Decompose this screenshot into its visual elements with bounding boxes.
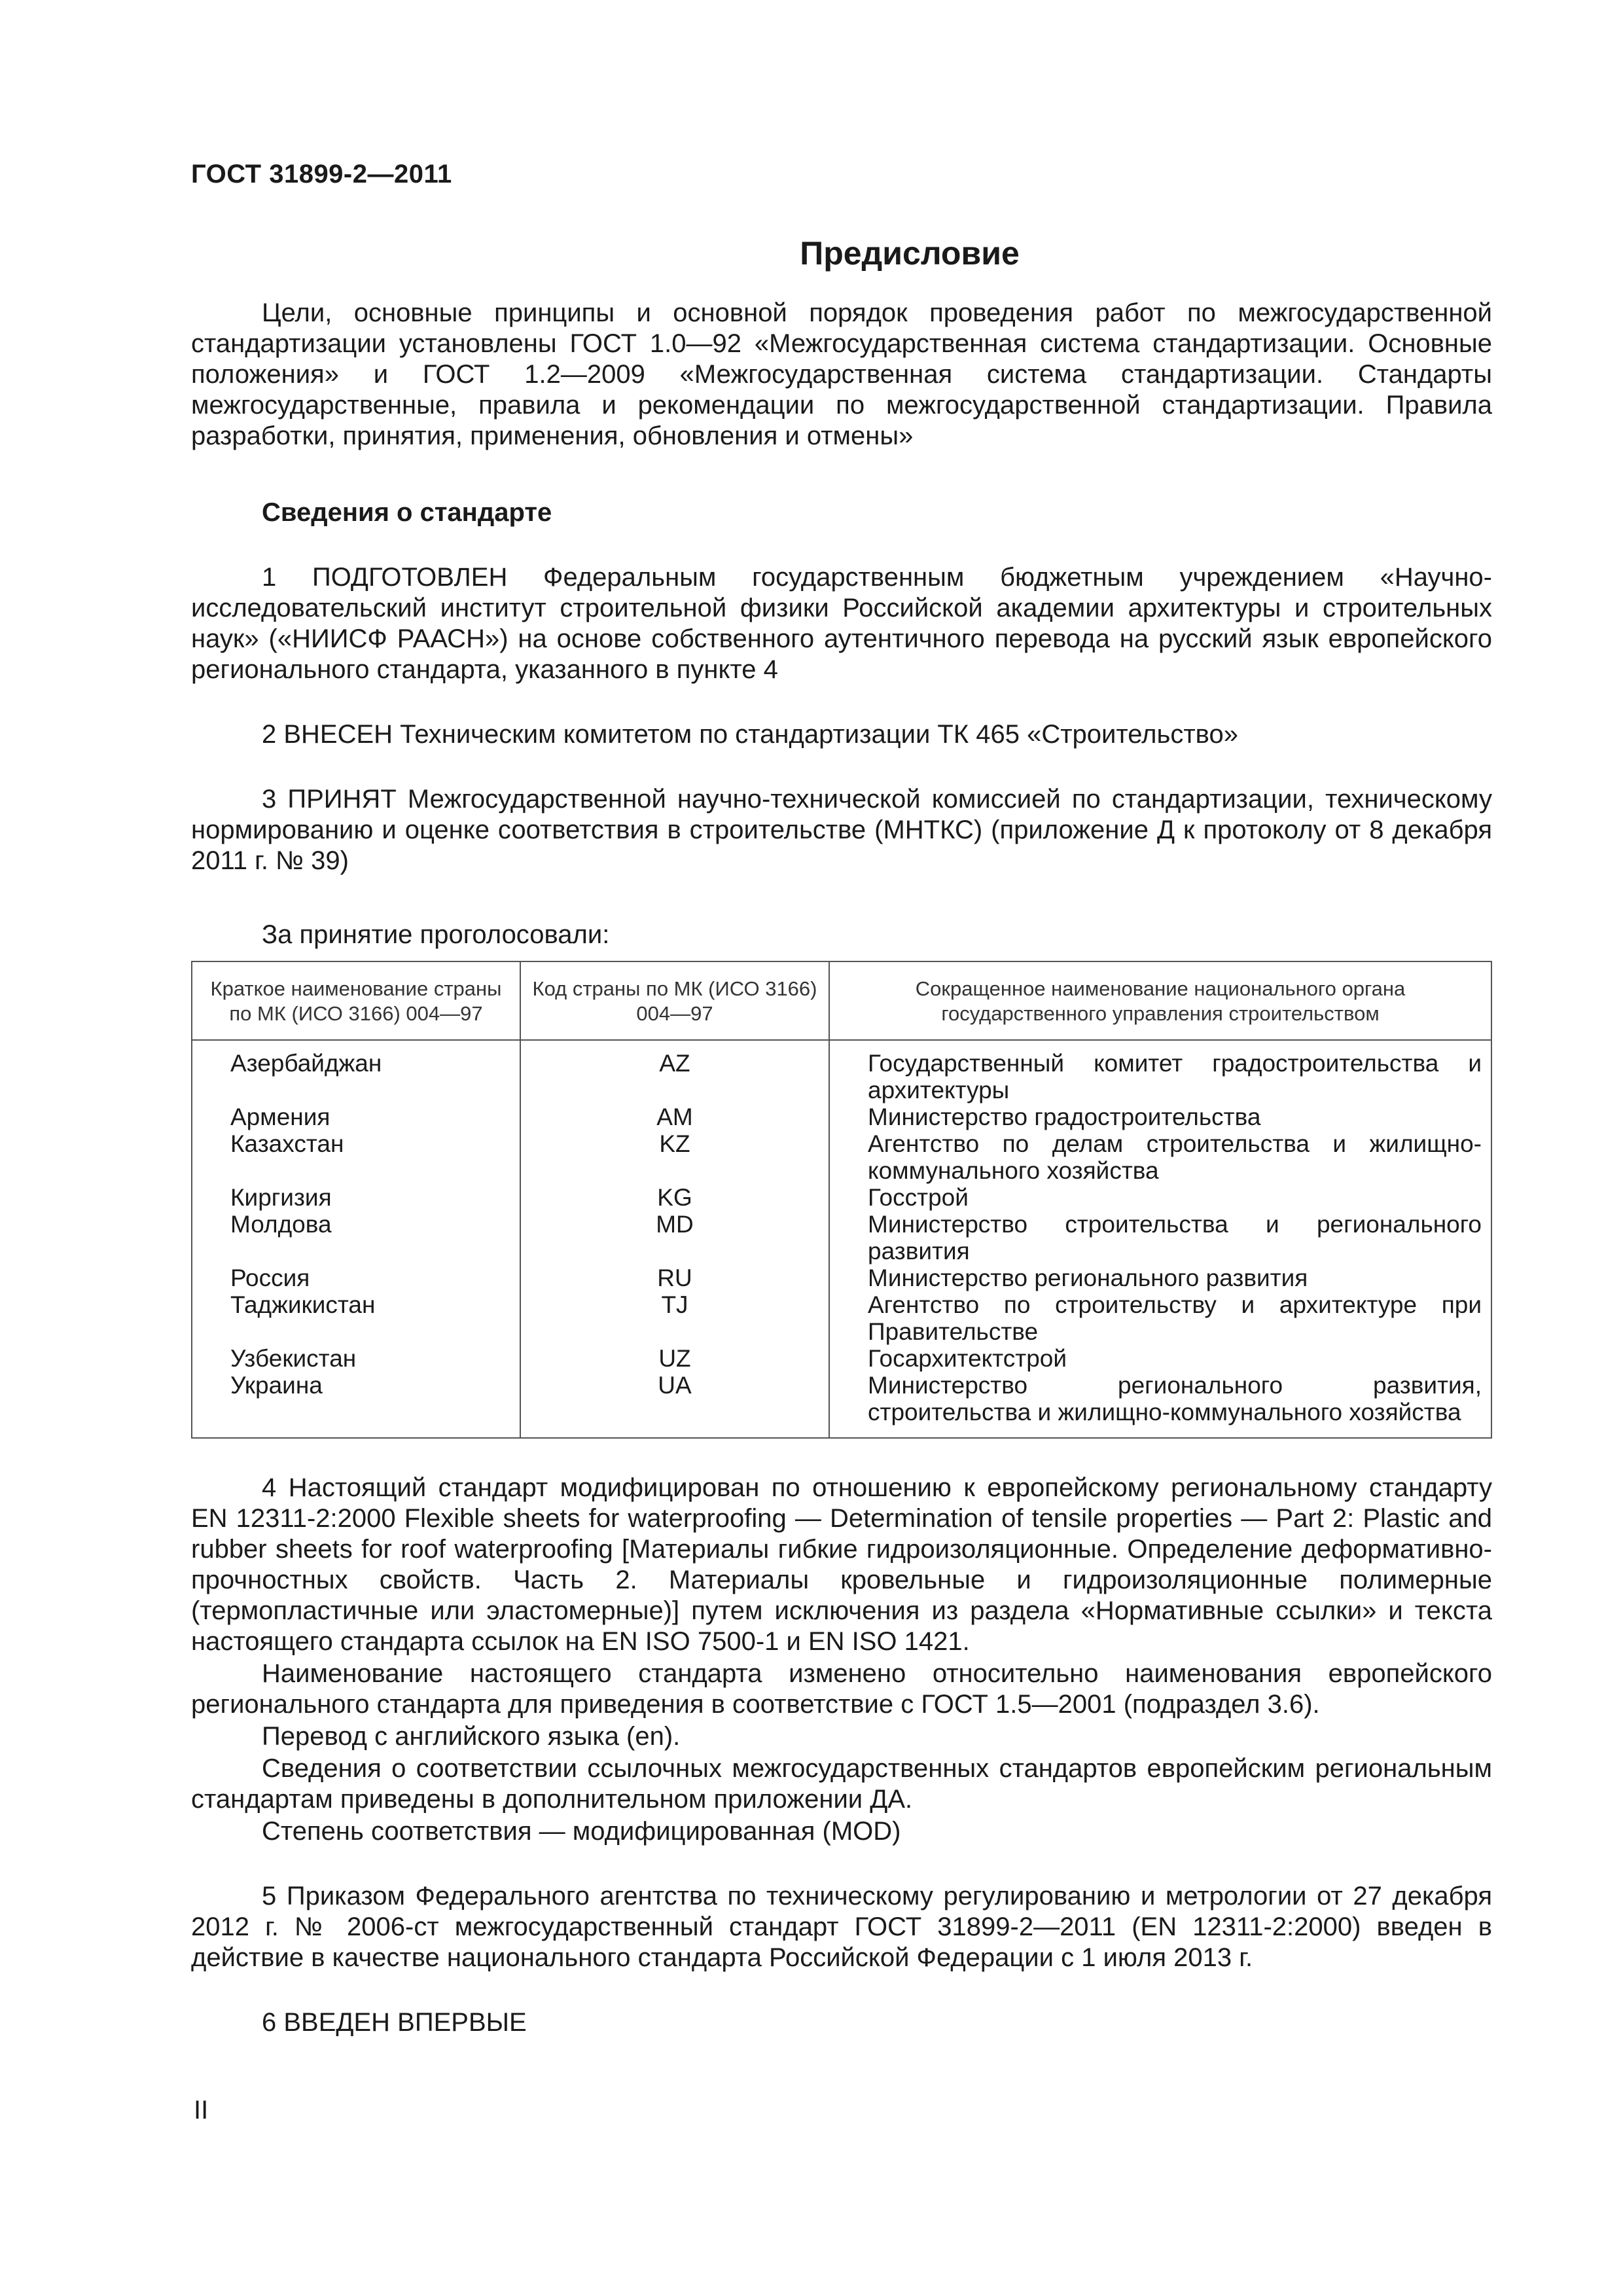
agency-cell: Министерство регионального развития	[868, 1265, 1308, 1291]
agency-cell: Агентство по строительству и архитектуре при Правительстве	[868, 1291, 1482, 1345]
country-cell: Россия	[192, 1265, 520, 1291]
standard-code-header: ГОСТ 31899-2—2011	[191, 160, 452, 188]
table-row	[192, 1265, 1491, 1291]
item-2-paragraph: 2 ВНЕСЕН Техническим комитетом по стандартизации ТК 465 «Строительство»	[262, 720, 1238, 749]
agency-cell: Министерство градостроительства	[868, 1103, 1261, 1130]
agency-cell: Министерство строительства и регионального развития	[868, 1211, 1482, 1265]
agency-cell: Министерство регионального развития, строительства и жилищно-коммунального хозяйства	[868, 1372, 1482, 1426]
item-4-degree-note: Степень соответствия — модифицированная (MOD)	[262, 1817, 901, 1846]
country-cell: Казахстан	[192, 1130, 520, 1184]
table-row	[192, 1103, 1491, 1130]
page-number: II	[194, 2096, 209, 2125]
code-cell: KG	[520, 1184, 829, 1211]
item-4-name-note: Наименование настоящего стандарта изменено относительно наименования европейского регионального стандарта для приведения в соответствие с ГОСТ 1.5—2001 (подраздел 3.6).	[191, 1659, 1492, 1719]
item-5-paragraph: 5 Приказом Федерального агентства по техническому регулированию и метрологии от 27 декабря 2012 г. № 2006-ст межгосударственный стандарт ГОСТ 31899-2—2011 (EN 12311-2:2000) введен в действие в качестве национального стандарта Российской Федерации с 1 июля 2013 г.	[191, 1882, 1492, 1972]
table-row	[192, 1291, 1491, 1345]
code-cell: UA	[520, 1372, 829, 1438]
country-cell: Азербайджан	[192, 1040, 520, 1103]
code-cell: TJ	[520, 1291, 829, 1345]
agency-cell: Госстрой	[868, 1184, 969, 1211]
code-cell: RU	[520, 1265, 829, 1291]
country-cell: Молдова	[192, 1211, 520, 1265]
agency-cell: Агентство по делам строительства и жилищно-коммунального хозяйства	[868, 1130, 1482, 1184]
page-title: Предисловие	[800, 235, 1020, 272]
table-header-row	[192, 961, 1491, 1040]
country-cell: Киргизия	[192, 1184, 520, 1211]
document-body	[191, 298, 1492, 2038]
code-cell: UZ	[520, 1345, 829, 1372]
code-cell: MD	[520, 1211, 829, 1265]
item-4-references-note: Сведения о соответствии ссылочных межгосударственных стандартов европейским региональным стандартам приведены в дополнительном приложении ДА.	[191, 1754, 1492, 1814]
table-row	[192, 1372, 1491, 1438]
item-3-paragraph: 3 ПРИНЯТ Межгосударственной научно-технической комиссией по стандартизации, техническому нормированию и оценке соответствия в строительстве (МНТКС) (приложение Д к протоколу от 8 декабря 2011 г. № 39)	[191, 785, 1492, 875]
agency-cell: Государственный комитет градостроительства и архитектуры	[868, 1050, 1482, 1103]
country-cell: Узбекистан	[192, 1345, 520, 1372]
code-cell: AZ	[520, 1040, 829, 1103]
item-4-translation-note: Перевод с английского языка (en).	[262, 1722, 681, 1751]
code-cell: KZ	[520, 1130, 829, 1184]
item-6-paragraph: 6 ВВЕДЕН ВПЕРВЫЕ	[262, 2008, 527, 2037]
country-cell: Таджикистан	[192, 1291, 520, 1345]
column-header-code: Код страны по МК (ИСО 3166) 004—97	[520, 961, 829, 1040]
voting-table	[191, 961, 1492, 1439]
table-row	[192, 1345, 1491, 1372]
item-1-paragraph: 1 ПОДГОТОВЛЕН Федеральным государственным бюджетным учреждением «Научно-исследовательский институт строительной физики Российской академии архитектуры и строительных наук» («НИИСФ РААСН») на основе собственного аутентичного перевода на русский язык европейского регионального стандарта, указанного в пункте 4	[191, 563, 1492, 684]
code-cell: AM	[520, 1103, 829, 1130]
info-heading: Сведения о стандарте	[262, 498, 552, 527]
agency-cell: Госархитектстрой	[868, 1345, 1067, 1372]
country-cell: Украина	[192, 1372, 520, 1438]
column-header-agency: Сокращенное наименование национального органа государственного управления строительством	[829, 961, 1491, 1040]
intro-paragraph: Цели, основные принципы и основной порядок проведения работ по межгосударственной стандартизации установлены ГОСТ 1.0—92 «Межгосударственная система стандартизации. Основные положения» и ГОСТ 1.2—2009 «Межгосударственная система стандартизации. Стандарты межгосударственные, правила и рекомендации по межгосударственной стандартизации. Правила разработки, принятия, применения, обновления и отмены»	[191, 298, 1492, 450]
table-row	[192, 1184, 1491, 1211]
table-row	[192, 1211, 1491, 1265]
vote-label: За принятие проголосовали:	[262, 920, 610, 949]
column-header-country: Краткое наименование страны по МК (ИСО 3166) 004—97	[192, 961, 520, 1040]
table-row	[192, 1130, 1491, 1184]
country-cell: Армения	[192, 1103, 520, 1130]
item-4-paragraph: 4 Настоящий стандарт модифицирован по отношению к европейскому региональному стандарту EN 12311-2:2000 Flexible sheets for waterproofing — Determination of tensile properties — Part 2: Plastic and rubber sheets for roof waterproofing [Материалы гибкие гидроизоляционные. Определение деформативно-прочностных свойств. Часть 2. Материалы кровельные и гидроизоляционные полимерные (термопластичные или эластомерные)] путем исключения из раздела «Нормативные ссылки» и текста настоящего стандарта ссылок на EN ISO 7500-1 и EN ISO 1421.	[191, 1473, 1492, 1656]
table-row	[192, 1040, 1491, 1103]
